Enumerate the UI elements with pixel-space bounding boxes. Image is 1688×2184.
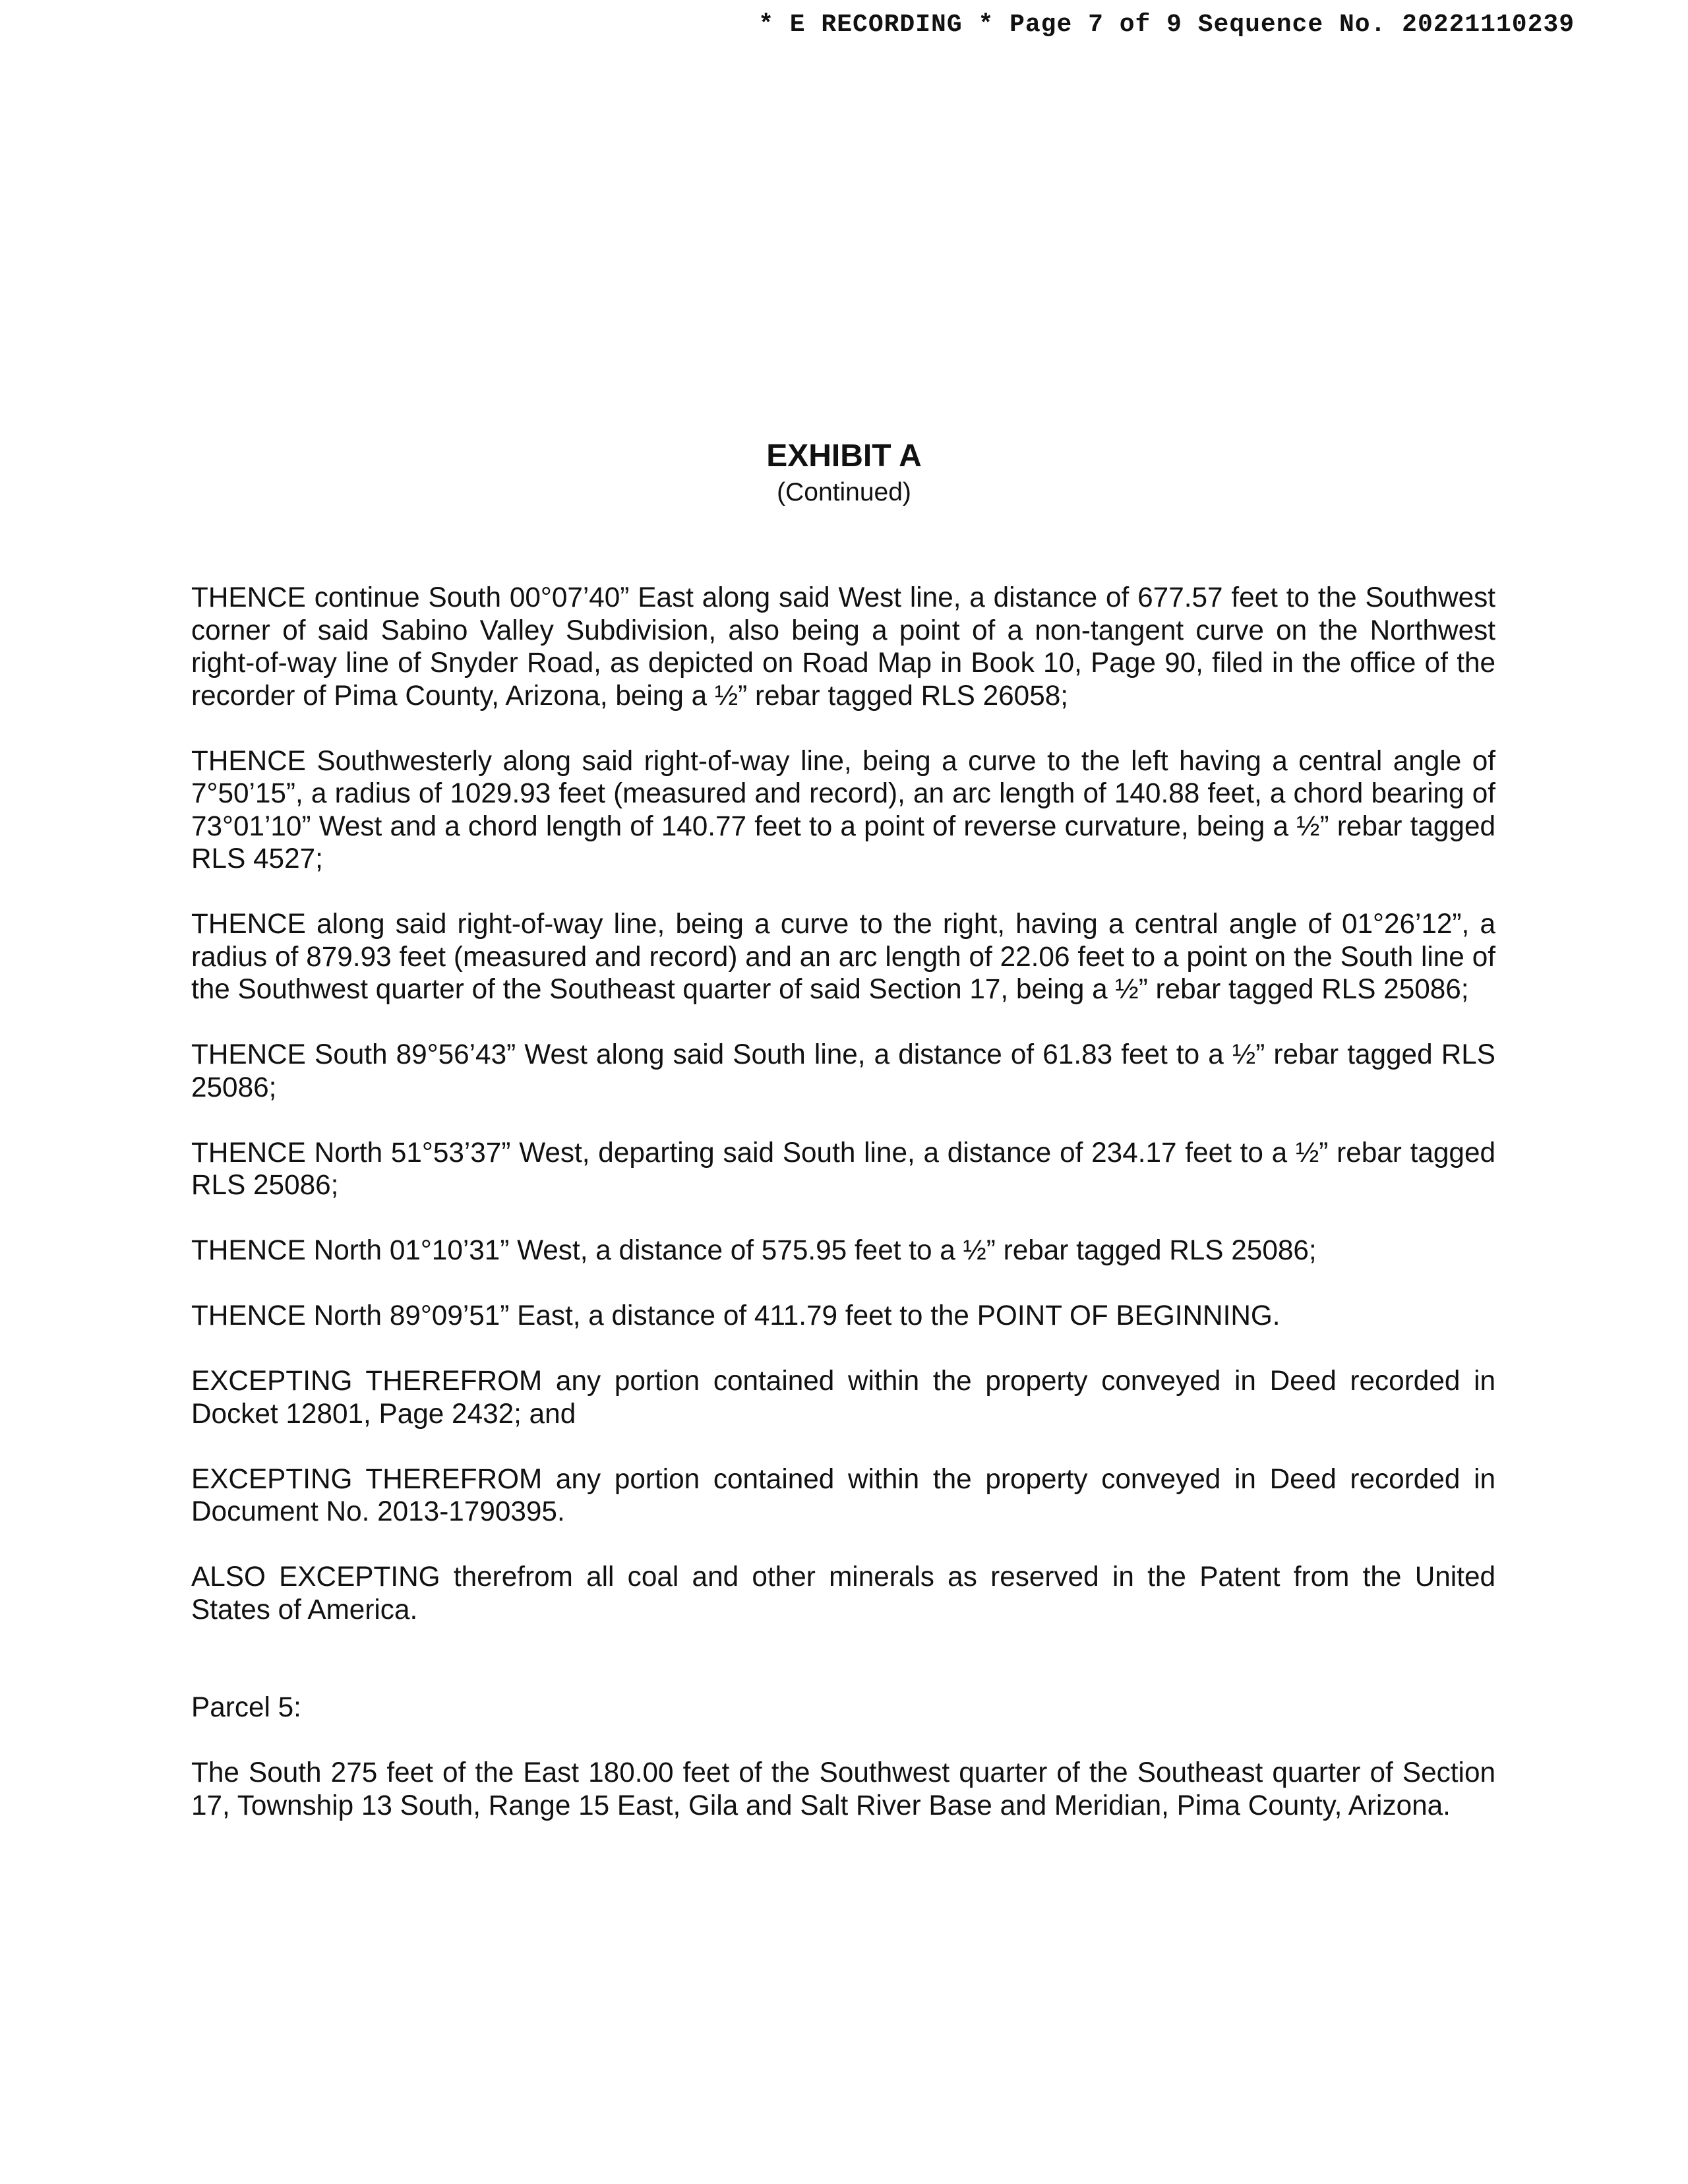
recording-stamp: * E RECORDING * Page 7 of 9 Sequence No. 20221110239 (758, 11, 1575, 39)
paragraph-also-excepting: ALSO EXCEPTING therefrom all coal and other minerals as reserved in the Patent from the United States of America. (191, 1561, 1495, 1625)
parcel-heading: Parcel 5: (191, 1691, 301, 1722)
exhibit-subtitle: (Continued) (777, 478, 911, 506)
paragraph-thence-south-89: THENCE South 89°56’43” West along said South line, a distance of 61.83 feet to a ½” rebar tagged RLS 25086; (191, 1039, 1495, 1103)
paragraph-thence-north-01: THENCE North 01°10’31” West, a distance of 575.95 feet to a ½” rebar tagged RLS 25086; (191, 1234, 1317, 1265)
paragraph-excepting-docket: EXCEPTING THEREFROM any portion contained within the property conveyed in Deed recorded in Docket 12801, Page 2432; and (191, 1365, 1495, 1429)
legal-description (191, 581, 1495, 1854)
exhibit-heading (0, 437, 1688, 509)
exhibit-title: EXHIBIT A (766, 439, 922, 473)
paragraph-thence-right-curve: THENCE along said right-of-way line, being a curve to the right, having a central angle of 01°26’12”, a radius of 879.93 feet (measured and record) and an arc length of 22.06 feet to a point on the South line of the Southwest quarter of the Southeast quarter of said Section 17, being a ½” rebar tagged RLS 25086; (191, 908, 1495, 1004)
paragraph-thence-southwesterly: THENCE Southwesterly along said right-of-way line, being a curve to the left having a central angle of 7°50’15”, a radius of 1029.93 feet (measured and record), an arc length of 140.88 feet, a chord bearing of 73°01’10” West and a chord length of 140.77 feet to a point of reverse curvature, being a ½” rebar tagged RLS 4527; (191, 744, 1495, 874)
paragraph-thence-south-00: THENCE continue South 00°07’40” East along said West line, a distance of 677.57 feet to the Southwest corner of said Sabino Valley Subdivision, also being a point of a non-tangent curve on the Northwest right-of-way line of Snyder Road, as depicted on Road Map in Book 10, Page 90, filed in the office of the recorder of Pima County, Arizona, being a ½” rebar tagged RLS 26058; (191, 582, 1495, 711)
paragraph-excepting-document: EXCEPTING THEREFROM any portion contained within the property conveyed in Deed recorded in Document No. 2013-1790395. (191, 1463, 1495, 1527)
paragraph-thence-north-51: THENCE North 51°53’37” West, departing said South line, a distance of 234.17 feet to a ½” rebar tagged RLS 25086; (191, 1136, 1495, 1200)
paragraph-parcel-5: The South 275 feet of the East 180.00 feet of the Southwest quarter of the Southeast quarter of Section 17, Township 13 South, Range 15 East, Gila and Salt River Base and Meridian, Pima County, Arizona. (191, 1757, 1495, 1821)
paragraph-thence-north-89: THENCE North 89°09’51” East, a distance of 411.79 feet to the POINT OF BEGINNING. (191, 1300, 1281, 1331)
